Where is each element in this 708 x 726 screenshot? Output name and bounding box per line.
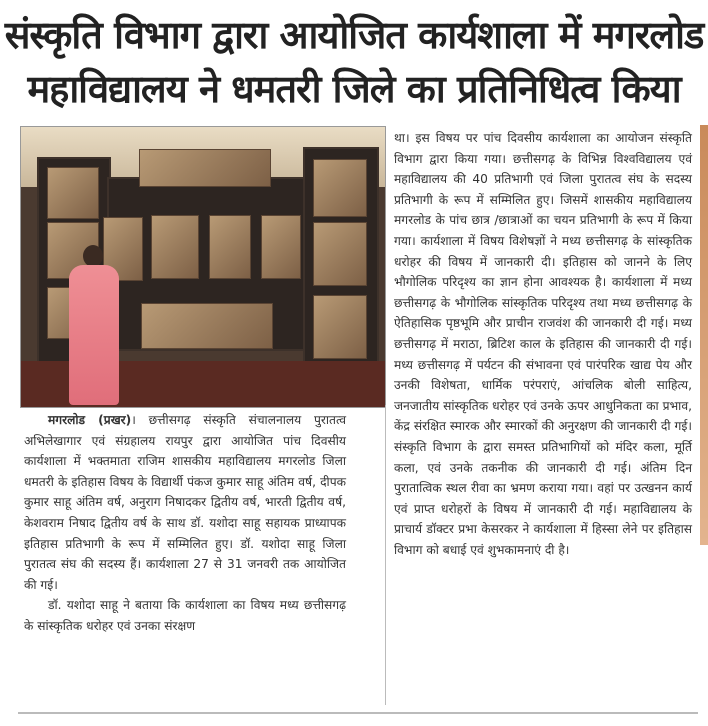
paragraph: था। इस विषय पर पांच दिवसीय कार्यशाला का आयोजन संस्कृति विभाग द्वारा किया गया। छत्तीसगढ़ के विभिन्न विश्वविद्यालय एवं महाविद्यालय की 40 प्रतिभागी एवं जिला पुरातत्व संघ के सदस्य प्रतिभागी के रूप में सम्मिलित हुए। जिसमें शासकीय महाविद्यालय मगरलोड के पांच छात्र /छात्राओं का चयन प्रतिभागी के रूप में किया गया। कार्यशाला में विषय विशेषज्ञों ने मध्य छत्तीसगढ़ के सांस्कृतिक धरोहर की विषय में जानकारी दी। इतिहास को जानने के लिए भौगोलिक परिदृश्य का ज्ञान होना आवश्यक है। कार्यशाला में मध्य छत्तीसगढ़ के भौगोलिक सांस्कृतिक परिदृश्य तथा मध्य छत्तीसगढ़ के ऐतिहासिक पृष्ठभूमि और प्राचीन राजवंश की जानकारी दी गई। मध्य छत्तीसगढ़ में मराठा, ब्रिटिश काल के इतिहास की जानकारी दी गई। मध्य छत्तीसगढ़ में पर्यटन की संभावना एवं पारंपरिक खाद्य पेय और उनकी विशेषता, धार्मिक परंपराएं, आंचलिक बोली साहित्य, जनजातीय सांस्कृतिक धरोहर एवं उनके ऊपर आधुनिकता का प्रभाव, केंद्र संरक्षित स्मारक और स्मारकों की अनुरक्षण की जानकारी दी गई। संस्कृति विभाग के द्वारा समस्त प्रतिभागियों को मंदिर कला, मूर्ति कला, एवं उनके तकनीक की जानकारी दी गई। अंतिम दिन पुरातात्विक स्थल रीवा का भ्रमण कराया गया। वहां पर उत्खनन कार्य एवं प्राप्त धरोहरों के विषय में जानकारी दी गई। महाविद्यालय के प्राचार्य डॉक्टर प्रभा केसरकर ने कार्यशाला में हिस्सा लेने पर इतिहास विभाग को बधाई एवं शुभकामनाएं दी है। bbox=[394, 131, 692, 557]
adjacent-clipping-edge bbox=[700, 125, 708, 545]
paragraph: डॉ. यशोदा साहू ने बताया कि कार्यशाला का विषय मध्य छत्तीसगढ़ के सांस्कृतिक धरोहर एवं उनका संरक्षण bbox=[24, 598, 346, 633]
article-photo bbox=[20, 126, 386, 408]
paragraph: । छत्तीसगढ़ संस्कृति संचालनालय पुरातत्व अभिलेखागार एवं संग्रहालय रायपुर द्वारा आयोजित पांच दिवसीय कार्यशाला में भक्तमाता राजिम शासकीय महाविद्यालय मगरलोड जिला धमतरी के इतिहास विषय के विद्यार्थी पंकज कुमार साहू अंतिम वर्ष, दीपक कुमार साहू अंतिम वर्ष, अनुराग निषादकर द्वितीय वर्ष, भारती द्वितीय वर्ष, केशवराम निषाद द्वितीय वर्ष के साथ डॉ. यशोदा साहू सहायक प्राध्यापक इतिहास प्रतिभागी के रूप में सम्मिलित हुए। डॉ. यशोदा साहू जिला पुरातत्व संघ की सदस्य हैं। कार्यशाला 27 से 31 जनवरी तक आयोजित की गई। bbox=[24, 413, 346, 592]
bottom-rule bbox=[18, 712, 698, 714]
person-figure bbox=[63, 245, 125, 405]
headline-line-2: महाविद्यालय ने धमतरी जिले का प्रतिनिधित्व किया bbox=[27, 67, 681, 111]
dateline: मगरलोड (प्रखर) bbox=[48, 413, 132, 427]
article-column-right bbox=[394, 128, 692, 560]
article-column-left bbox=[24, 410, 346, 637]
headline-line-1: संस्कृति विभाग द्वारा आयोजित कार्यशाला में मगरलोड bbox=[4, 13, 704, 57]
column-divider bbox=[385, 405, 386, 705]
